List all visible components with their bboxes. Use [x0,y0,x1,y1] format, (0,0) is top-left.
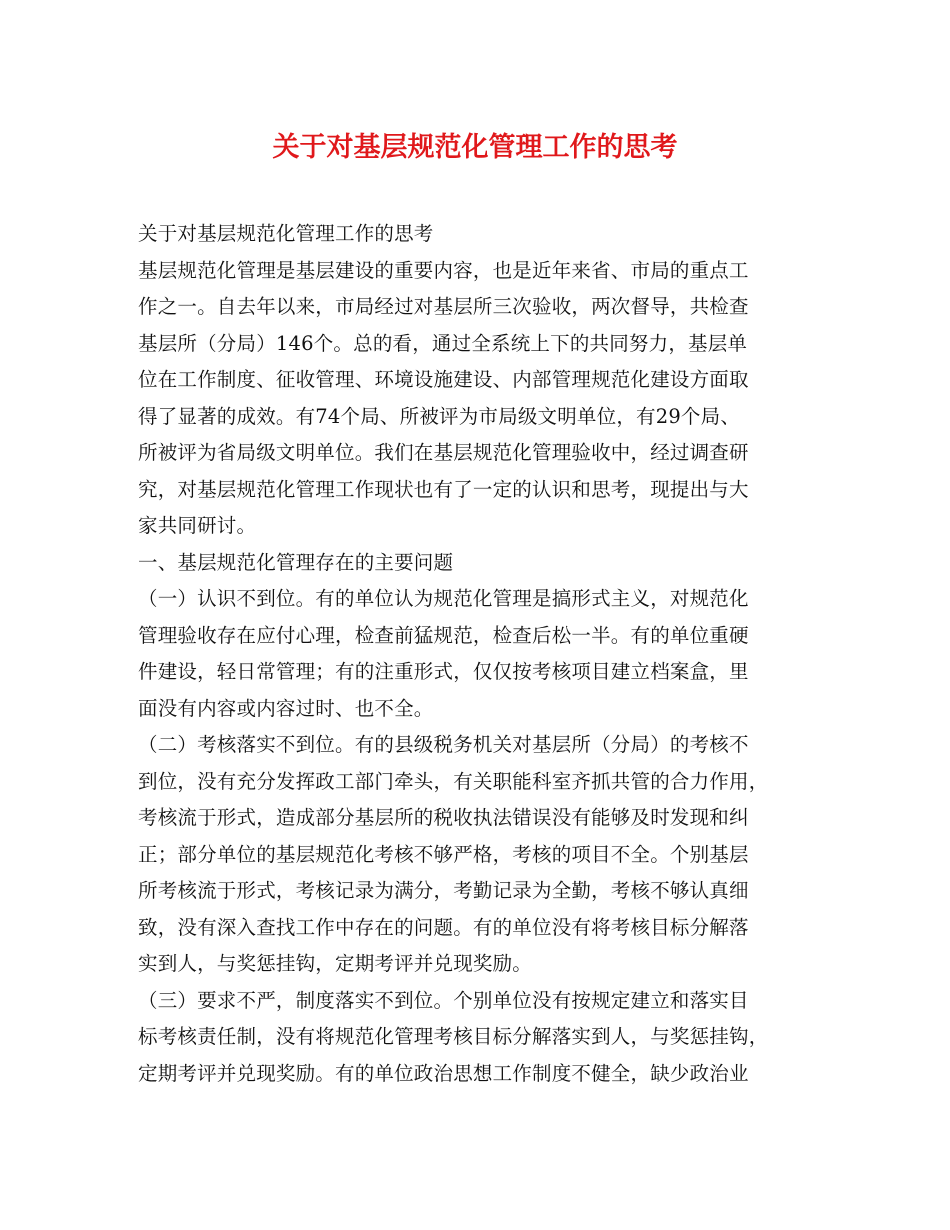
document-body [138,216,814,1092]
body-line: 家共同研讨。 [138,514,257,537]
body-line: 定期考评并兑现奖励。有的单位政治思想工作制度不健全，缺少政治业 [138,1061,749,1085]
body-line: 基层规范化管理是基层建设的重要内容，也是近年来省、市局的重点工 [138,258,749,282]
body-line: 基层所（分局）146个。总的看，通过全系统上下的共同努力，基层单 [138,331,748,355]
section-heading: 一、基层规范化管理存在的主要问题 [138,550,454,574]
body-line: （一）认识不到位。有的单位认为规范化管理是搞形式主义，对规范化 [138,587,749,610]
body-line: 关于对基层规范化管理工作的思考 [138,222,434,245]
body-line: 件建设，轻日常管理；有的注重形式，仅仅按考核项目建立档案盒，里 [138,660,749,683]
body-line: 所考核流于形式，考核记录为满分，考勤记录为全勤，考核不够认真细 [138,879,749,902]
body-line: 得了显著的成效。有74个局、所被评为市局级文明单位，有29个局、 [138,404,741,428]
body-line: 标考核责任制，没有将规范化管理考核目标分解落实到人，与奖惩挂钩， [138,1025,769,1048]
body-line: 管理验收存在应付心理，检查前猛规范，检查后松一半。有的单位重硬 [138,623,749,647]
body-line: 正；部分单位的基层规范化考核不够严格，考核的项目不全。个别基层 [138,842,749,866]
body-line: 面没有内容或内容过时、也不全。 [138,696,434,720]
body-line: 到位，没有充分发挥政工部门牵头，有关职能科室齐抓共管的合力作用， [138,769,769,793]
body-line: 致，没有深入查找工作中存在的问题。有的单位没有将考核目标分解落 [138,915,749,939]
body-line: 位在工作制度、征收管理、环境设施建设、内部管理规范化建设方面取 [138,368,749,391]
body-line: 考核流于形式，造成部分基层所的税收执法错误没有能够及时发现和纠 [138,806,749,829]
document-title: 关于对基层规范化管理工作的思考 [272,132,678,163]
body-line: （二）考核落实不到位。有的县级税务机关对基层所（分局）的考核不 [138,733,749,756]
body-line: 究，对基层规范化管理工作现状也有了一定的认识和思考，现提出与大 [138,477,749,501]
body-line: 作之一。自去年以来，市局经过对基层所三次验收，两次督导，共检查 [138,295,749,318]
body-line: 实到人，与奖惩挂钩，定期考评并兑现奖励。 [138,952,533,975]
body-line: 所被评为省局级文明单位。我们在基层规范化管理验收中，经过调查研 [138,441,749,464]
body-line: （三）要求不严，制度落实不到位。个别单位没有按规定建立和落实目 [138,988,749,1012]
